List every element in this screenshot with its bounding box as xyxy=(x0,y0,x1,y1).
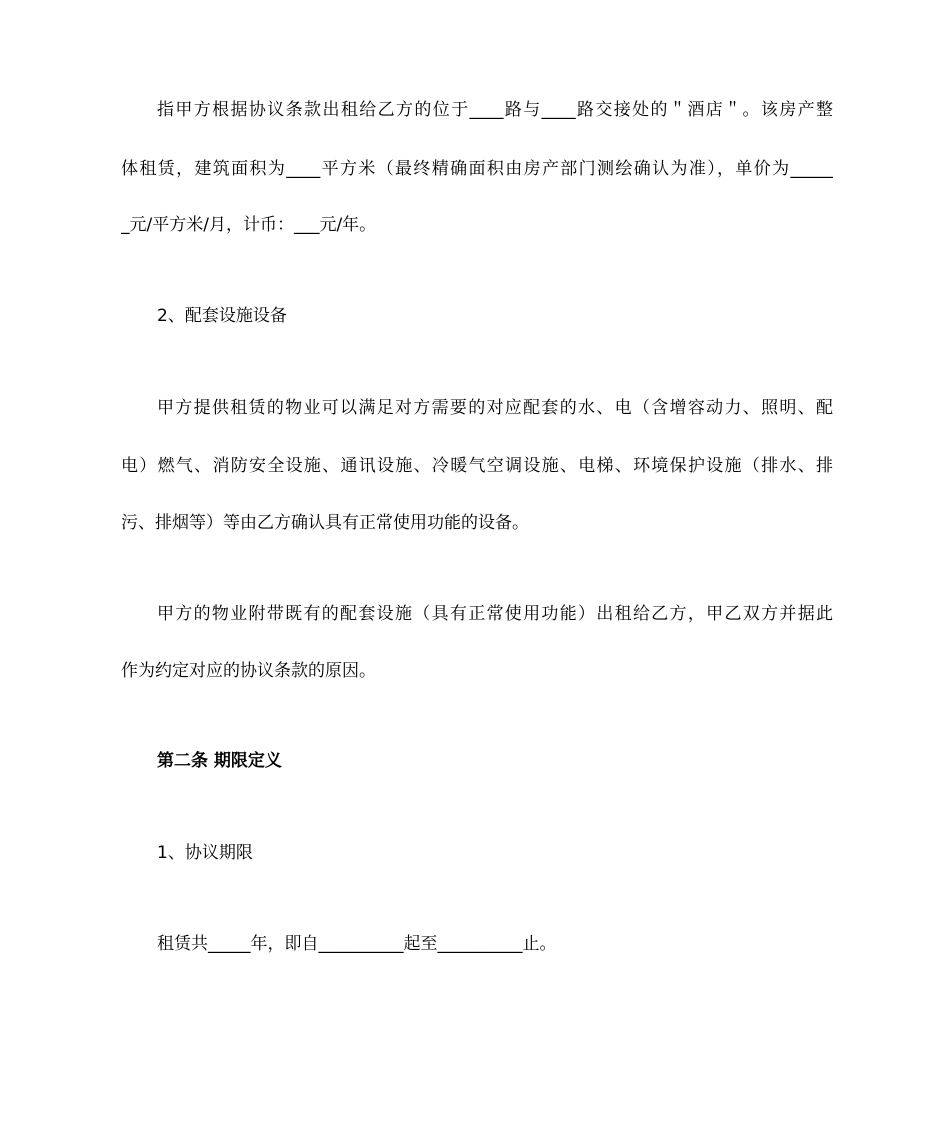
paragraph-1-line-1: 指甲方根据协议条款出租给乙方的位于____路与____路交接处的＂酒店＂。该房产整 xyxy=(157,100,833,120)
paragraph-4-line-2: 作为约定对应的协议条款的原因。 xyxy=(121,661,376,681)
paragraph-3-line-3: 污、排烟等）等由乙方确认具有正常使用功能的设备。 xyxy=(121,513,529,533)
lease-term-line: 租赁共_____年，即自__________起至__________止。 xyxy=(157,934,557,954)
paragraph-1-line-2: 体租赁，建筑面积为____平方米（最终精确面积由房产部门测绘确认为准），单价为_____ xyxy=(121,159,833,179)
article-heading: 第二条 期限定义 xyxy=(157,751,282,771)
paragraph-4-line-1: 甲方的物业附带既有的配套设施（具有正常使用功能）出租给乙方，甲乙双方并据此 xyxy=(157,604,833,624)
section-item-2: 2、配套设施设备 xyxy=(157,306,287,326)
paragraph-1-line-3: _元/平方米/月，计币：___元/年。 xyxy=(121,215,377,235)
paragraph-3-line-1: 甲方提供租赁的物业可以满足对方需要的对应配套的水、电（含增容动力、照明、配 xyxy=(157,398,833,418)
paragraph-3-line-2: 电）燃气、消防安全设施、通讯设施、冷暖气空调设施、电梯、环境保护设施（排水、排 xyxy=(121,456,833,476)
term-item-1: 1、协议期限 xyxy=(157,843,253,863)
